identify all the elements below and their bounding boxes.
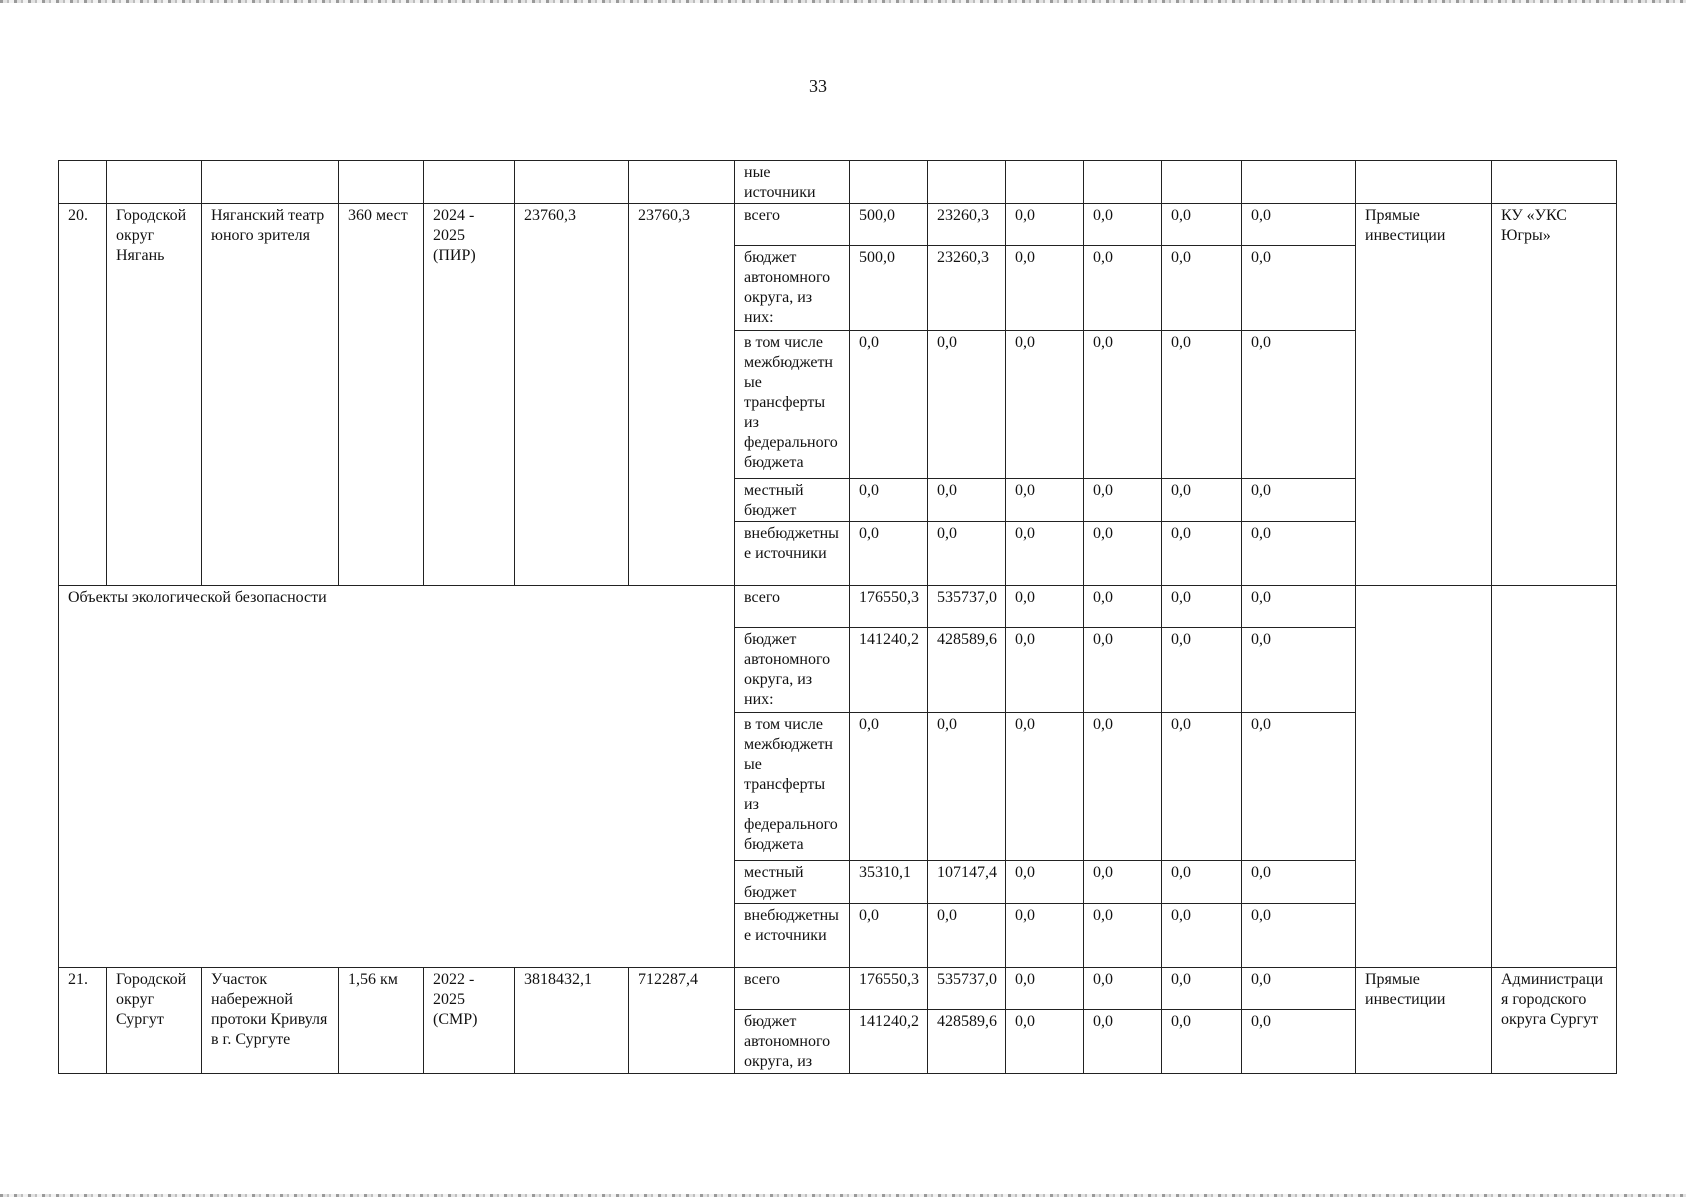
value-cell: 0,0 — [1006, 968, 1084, 1010]
value-cell: 0,0 — [1084, 204, 1162, 246]
period-cell: 2022 - 2025 (СМР) — [424, 968, 515, 1074]
value-cell: 0,0 — [850, 331, 928, 479]
cost-cell: 23760,3 — [515, 204, 629, 586]
source-cell: всего — [735, 204, 850, 246]
investment-table — [58, 160, 1617, 1074]
remaining-cost-cell: 23760,3 — [629, 204, 735, 586]
value-cell: 0,0 — [1084, 331, 1162, 479]
value-cell: 500,0 — [850, 246, 928, 331]
source-cell: местный бюджет — [735, 861, 850, 904]
cell — [629, 161, 735, 204]
value-cell: 141240,2 — [850, 628, 928, 713]
cell — [928, 161, 1006, 204]
value-cell: 0,0 — [1084, 1010, 1162, 1074]
value-cell: 0,0 — [1242, 968, 1356, 1010]
value-cell: 0,0 — [1162, 246, 1242, 331]
customer-cell: КУ «УКС Югры» — [1492, 204, 1617, 586]
value-cell: 0,0 — [1084, 861, 1162, 904]
value-cell: 0,0 — [1242, 331, 1356, 479]
cell — [107, 161, 202, 204]
value-cell: 0,0 — [1162, 713, 1242, 861]
customer-cell: Администрация городского округа Сургут — [1492, 968, 1617, 1074]
value-cell: 0,0 — [1242, 904, 1356, 968]
remaining-cost-cell: 712287,4 — [629, 968, 735, 1074]
value-cell: 0,0 — [1162, 522, 1242, 586]
value-cell: 0,0 — [1006, 246, 1084, 331]
value-cell: 500,0 — [850, 204, 928, 246]
mechanism-cell — [1356, 586, 1492, 968]
cell — [1492, 161, 1617, 204]
table-row — [59, 204, 1617, 246]
value-cell: 0,0 — [1162, 479, 1242, 522]
value-cell: 35310,1 — [850, 861, 928, 904]
municipality-cell: Городской округ Сургут — [107, 968, 202, 1074]
value-cell: 0,0 — [1242, 861, 1356, 904]
source-cell: всего — [735, 586, 850, 628]
value-cell: 0,0 — [1242, 713, 1356, 861]
value-cell: 0,0 — [1242, 586, 1356, 628]
value-cell: 0,0 — [1006, 861, 1084, 904]
value-cell: 0,0 — [1006, 904, 1084, 968]
value-cell: 0,0 — [1006, 204, 1084, 246]
value-cell: 535737,0 — [928, 968, 1006, 1010]
value-cell: 428589,6 — [928, 1010, 1006, 1074]
source-cell: бюджет автономного округа, из них: — [735, 628, 850, 713]
cell — [424, 161, 515, 204]
mechanism-cell: Прямые инвестиции — [1356, 968, 1492, 1074]
value-cell: 0,0 — [1084, 904, 1162, 968]
cell — [1356, 161, 1492, 204]
object-name-cell: Участок набережной протоки Кривуля в г. Сургуте — [202, 968, 339, 1074]
source-cell: бюджет автономного округа, из них: — [735, 246, 850, 331]
capacity-cell: 360 мест — [339, 204, 424, 586]
value-cell: 0,0 — [1162, 1010, 1242, 1074]
value-cell: 0,0 — [1162, 628, 1242, 713]
cost-cell: 3818432,1 — [515, 968, 629, 1074]
value-cell: 0,0 — [1084, 479, 1162, 522]
value-cell: 141240,2 — [850, 1010, 928, 1074]
value-cell: 0,0 — [1162, 904, 1242, 968]
value-cell: 0,0 — [1242, 628, 1356, 713]
customer-cell — [1492, 586, 1617, 968]
value-cell: 0,0 — [1084, 968, 1162, 1010]
value-cell: 428589,6 — [928, 628, 1006, 713]
table-row — [59, 586, 1617, 628]
value-cell: 176550,3 — [850, 968, 928, 1010]
scan-edge-top — [0, 0, 1686, 3]
source-cell: ные источники — [735, 161, 850, 204]
object-name-cell: Няганский театр юного зрителя — [202, 204, 339, 586]
value-cell: 0,0 — [1242, 479, 1356, 522]
page-number: 33 — [809, 76, 827, 96]
value-cell: 0,0 — [928, 904, 1006, 968]
value-cell: 0,0 — [1242, 204, 1356, 246]
source-cell: внебюджетные источники — [735, 904, 850, 968]
value-cell: 0,0 — [850, 479, 928, 522]
capacity-cell: 1,56 км — [339, 968, 424, 1074]
value-cell: 0,0 — [1006, 586, 1084, 628]
value-cell: 0,0 — [1084, 246, 1162, 331]
value-cell: 0,0 — [1006, 628, 1084, 713]
value-cell: 0,0 — [1006, 331, 1084, 479]
value-cell: 0,0 — [1084, 586, 1162, 628]
source-cell: местный бюджет — [735, 479, 850, 522]
mechanism-cell: Прямые инвестиции — [1356, 204, 1492, 586]
row-number: 20. — [59, 204, 107, 586]
value-cell: 0,0 — [1084, 628, 1162, 713]
value-cell: 0,0 — [1006, 522, 1084, 586]
source-cell: в том числе межбюджетные трансферты из федерального бюджета — [735, 331, 850, 479]
value-cell: 0,0 — [1162, 204, 1242, 246]
value-cell: 0,0 — [1084, 522, 1162, 586]
source-cell: бюджет автономного округа, из — [735, 1010, 850, 1074]
cell — [1242, 161, 1356, 204]
cell — [202, 161, 339, 204]
cell — [339, 161, 424, 204]
cell — [515, 161, 629, 204]
continuation-row — [59, 161, 1617, 204]
value-cell: 0,0 — [928, 713, 1006, 861]
source-cell: внебюджетные источники — [735, 522, 850, 586]
value-cell: 0,0 — [1006, 1010, 1084, 1074]
value-cell: 176550,3 — [850, 586, 928, 628]
value-cell: 0,0 — [1006, 713, 1084, 861]
cell — [1006, 161, 1084, 204]
value-cell: 0,0 — [850, 713, 928, 861]
value-cell: 0,0 — [928, 331, 1006, 479]
period-cell: 2024 - 2025 (ПИР) — [424, 204, 515, 586]
value-cell: 0,0 — [1162, 861, 1242, 904]
section-title: Объекты экологической безопасности — [59, 586, 735, 968]
value-cell: 0,0 — [1162, 586, 1242, 628]
value-cell: 0,0 — [928, 479, 1006, 522]
value-cell: 23260,3 — [928, 204, 1006, 246]
value-cell: 0,0 — [1162, 331, 1242, 479]
source-cell: в том числе межбюджетные трансферты из федерального бюджета — [735, 713, 850, 861]
cell — [1162, 161, 1242, 204]
value-cell: 0,0 — [1242, 522, 1356, 586]
value-cell: 23260,3 — [928, 246, 1006, 331]
cell — [850, 161, 928, 204]
row-number: 21. — [59, 968, 107, 1074]
value-cell: 0,0 — [1162, 968, 1242, 1010]
value-cell: 0,0 — [1242, 246, 1356, 331]
value-cell: 0,0 — [850, 522, 928, 586]
value-cell: 535737,0 — [928, 586, 1006, 628]
table-row — [59, 968, 1617, 1010]
value-cell: 107147,4 — [928, 861, 1006, 904]
municipality-cell: Городской округ Нягань — [107, 204, 202, 586]
scan-edge-bottom — [0, 1194, 1686, 1197]
value-cell: 0,0 — [1084, 713, 1162, 861]
value-cell: 0,0 — [928, 522, 1006, 586]
cell — [59, 161, 107, 204]
value-cell: 0,0 — [850, 904, 928, 968]
cell — [1084, 161, 1162, 204]
value-cell: 0,0 — [1242, 1010, 1356, 1074]
source-cell: всего — [735, 968, 850, 1010]
value-cell: 0,0 — [1006, 479, 1084, 522]
